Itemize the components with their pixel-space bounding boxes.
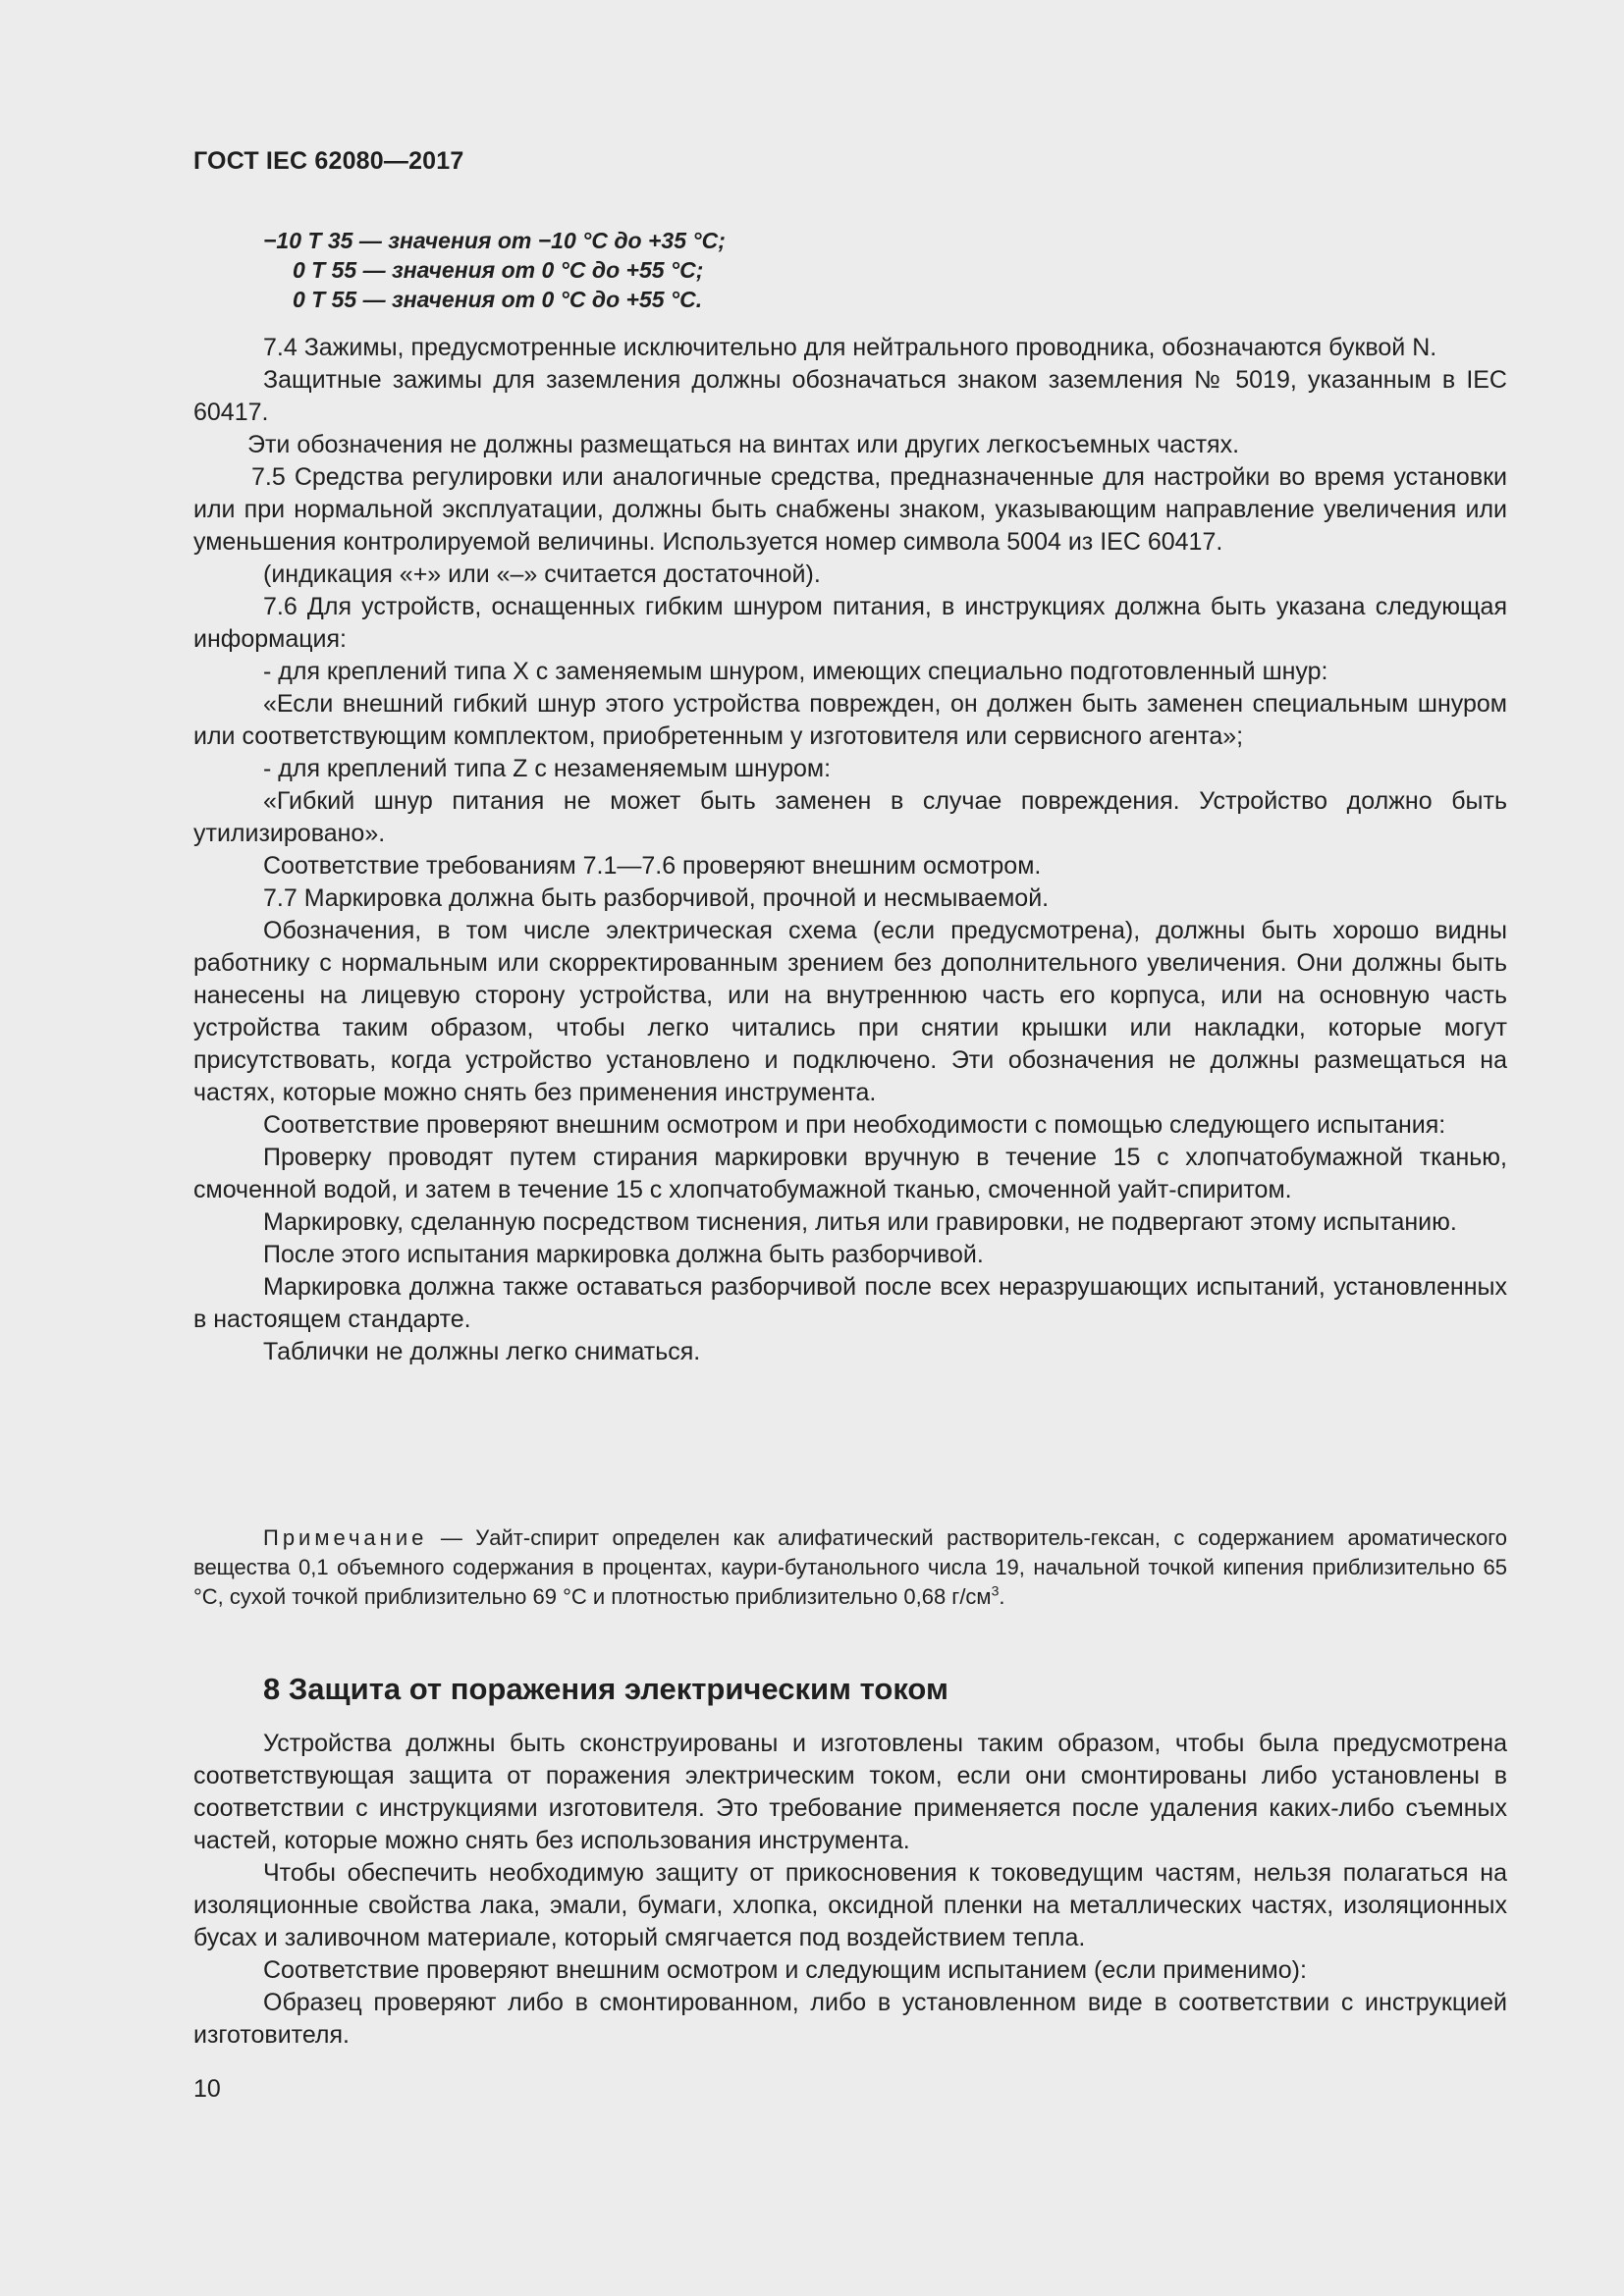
paragraph: (индикация «+» или «–» считается достаточной). [263,561,821,588]
note-text: — Уайт-спирит определен как алифатический растворитель-гексан, с содержанием ароматического вещества 0,1 объемного содержания в процентах, каури-бутанольного числа 19, начальной точкой кипения приблизительно 65 °С, сухой точкой приблизительно 69 °С и плотностью приблизительно 0,68 г/см [193,1525,1507,1609]
paragraph: Защитные зажимы для заземления должны обозначаться знаком заземления № 5019, указанным в IEC 60417. [193,366,1507,426]
formula-line: 0 T 55 — значения от 0 °С до +55 °С. [293,287,703,312]
paragraph: Соответствие требованиям 7.1—7.6 проверяют внешним осмотром. [263,852,1042,880]
paragraph: Эти обозначения не должны размещаться на винтах или других легкосъемных частях. [247,431,1240,458]
formula-line: 0 T 55 — значения от 0 °С до +55 °С; [293,257,704,283]
note-end: . [999,1584,1005,1609]
main-text [193,332,1507,1609]
note-superscript: 3 [991,1582,1000,1599]
quote: «Если внешний гибкий шнур этого устройства поврежден, он должен быть заменен специальным шнуром или соответствующим комплектом, приобретенным у изготовителя или сервисного агента»; [193,690,1507,750]
section-text [193,1728,1507,2052]
list-item: - для креплений типа X с заменяемым шнуром, имеющих специально подготовленный шнур: [263,658,1328,685]
paragraph: После этого испытания маркировка должна быть разборчивой. [263,1241,984,1268]
paragraph-7-5: 7.5 Средства регулировки или аналогичные средства, предназначенные для настройки во время установки или при нормальной эксплуатации, должны быть снабжены знаком, указывающим направление увеличения или уменьшения контролируемой величины. Используется номер символа 5004 из IEC 60417. [193,463,1507,556]
temperature-range-list [263,226,726,314]
paragraph: Соответствие проверяют внешним осмотром и при необходимости с помощью следующего испытания: [263,1111,1446,1139]
formula-line: −10 T 35 — значения от −10 °С до +35 °С; [263,228,726,253]
paragraph: Таблички не должны легко сниматься. [263,1338,701,1365]
section-title: 8 Защита от поражения электрическим током [263,1672,948,1706]
paragraph: Чтобы обеспечить необходимую защиту от прикосновения к токоведущим частям, нельзя полагаться на изоляционные свойства лака, эмали, бумаги, хлопка, оксидной пленки на металлических частях, изоляционных бусах и заливочном материале, который смягчается под воздействием тепла. [193,1859,1507,1951]
paragraph-7-4: 7.4 Зажимы, предусмотренные исключительно для нейтрального проводника, обозначаются буквой N. [263,334,1437,361]
paragraph: Обозначения, в том числе электрическая схема (если предусмотрена), должны быть хорошо видны работнику с нормальным или скорректированным зрением без дополнительного увеличения. Они должны быть нанесены на лицевую сторону устройства, или на внутреннюю часть его корпуса, или на основную часть устройства таким образом, чтобы легко читались при снятии крышки или накладки, которые могут присутствовать, когда устройство установлено и подключено. Эти обозначения не должны размещаться на частях, которые можно снять без применения инструмента. [193,917,1507,1106]
paragraph: Проверку проводят путем стирания маркировки вручную в течение 15 с хлопчатобумажной тканью, смоченной водой, и затем в течение 15 с хлопчатобумажной тканью, смоченной уайт-спиритом. [193,1144,1507,1203]
paragraph: Соответствие проверяют внешним осмотром и следующим испытанием (если применимо): [263,1956,1307,1984]
paragraph-7-7: 7.7 Маркировка должна быть разборчивой, прочной и несмываемой. [263,884,1050,912]
paragraph-7-6: 7.6 Для устройств, оснащенных гибким шнуром питания, в инструкциях должна быть указана следующая информация: [193,593,1507,653]
paragraph: Образец проверяют либо в смонтированном, либо в установленном виде в соответствии с инструкцией изготовителя. [193,1989,1507,2049]
quote: «Гибкий шнур питания не может быть заменен в случае повреждения. Устройство должно быть утилизировано». [193,787,1507,847]
paragraph: Устройства должны быть сконструированы и изготовлены таким образом, чтобы была предусмотрена соответствующая защита от поражения электрическим током, если они смонтированы либо установлены в соответствии с инструкциями изготовителя. Это требование применяется после удаления каких-либо съемных частей, которые можно снять без использования инструмента. [193,1730,1507,1854]
note-label: Примечание [263,1525,428,1550]
paragraph: Маркировка должна также оставаться разборчивой после всех неразрушающих испытаний, установленных в настоящем стандарте. [193,1273,1507,1333]
page-header: ГОСТ IEC 62080—2017 [193,147,464,175]
note [193,1523,1507,1612]
paragraph: Маркировку, сделанную посредством тиснения, литья или гравировки, не подвергают этому испытанию. [263,1208,1457,1236]
list-item: - для креплений типа Z с незаменяемым шнуром: [263,755,832,782]
page-number: 10 [193,2075,221,2103]
